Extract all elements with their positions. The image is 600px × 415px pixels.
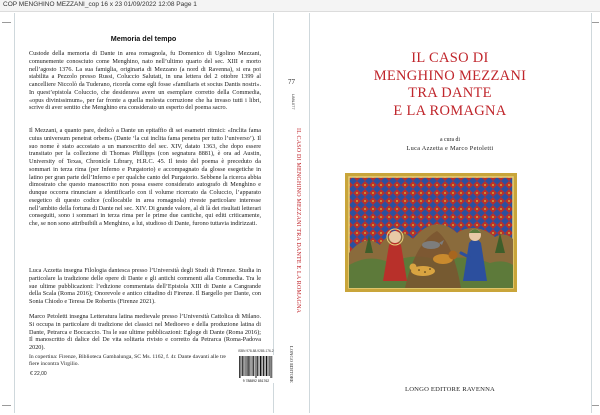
trim-line-right — [591, 13, 592, 413]
trim-line-left — [14, 13, 15, 413]
front-title-line-4: E LA ROMAGNA — [393, 102, 507, 119]
proof-header-text: COP MENGHINO MEZZANI_cop 16 x 23 01/09/2022 12:08 Page 1 — [3, 1, 197, 8]
back-series-title: Memoria del tempo — [110, 34, 177, 43]
front-title-line-1: IL CASO DI — [411, 50, 489, 66]
back-paragraph-1: Custode della memoria di Dante in area romagnola, fu Domenico di Ugolino Mezzani, comunemente conosciuto come Menghino, nato nell’ultimo quarto del sec. XIII e morto nell’agosto 1376. La sua famiglia, originaria di Mezzano (a nord di Ravenna), si era poi stabilita a Pezzolo presso Russi, Coluccio Salutati, in una lettera del 2 ottobre 1399 al cancelliere Niccolò da Tuderano, ricorda come egli fosse «familiaris et socius Dantis nostri». In quest’epistola Coluccio, che desiderava avere un esemplare corretto della Commedia, «opus divinissimum», per far fronte a quella molesta corruzione che ha invaso tutti i libri, scrive di aver sentito che Menghino era considerato un esperto del poema sacro. — [29, 50, 261, 112]
barcode-digits: 9 788892 851762 — [242, 379, 270, 383]
spine-series-number: 77 — [288, 78, 295, 86]
front-title-line-3: TRA DANTE — [408, 85, 492, 101]
front-title-line-2: MENGHINO MEZZANI — [373, 67, 527, 84]
isbn-text: ISBN 978-88-9285-176-2 — [238, 349, 274, 353]
crop-mark — [592, 22, 599, 23]
cover-image-note: In copertina: Firenze, Biblioteca Gambalunga, SC Ms. 1162, f. 4r. Dante davanti alle tre fiere incontra Virgilio. — [29, 354, 226, 368]
back-author-bio-azzetta: Luca Azzetta insegna Filologia dantesca presso l’Università degli Studi di Firenze. Studia in particolare la tradizione delle opere di Dante e gli antichi commenti alla Commedia. Tra le sue ultime pubblicazioni: l’edizione commentata dell’Epistola XIII di Dante a Cangrande della Scala (Roma 2016); Onorevole e antico cittadino di Firenze. Il Bargello per Dante, con Sonia Chiodo e Teresa De Robertis (Firenze 2021). — [29, 267, 261, 305]
front-edited-by-label: a cura di — [440, 137, 460, 143]
front-publisher: LONGO EDITORE RAVENNA — [404, 386, 496, 393]
spine-code: L88L077 — [291, 94, 296, 110]
crop-mark — [592, 405, 599, 406]
crop-mark — [2, 405, 11, 406]
back-paragraph-2: Il Mezzani, a quanto pare, dedicò a Dante un epitaffio di sei esametri ritmici: «Inclita fama cuius universum penetrat orbem» (Dante ‘la cui inclita fama penetra per tutto l’universo’). Il suo nome è stato accostato a un manoscritto del sec. XIV, datato 1363, che dopo essere transitato per la collezione di Thomas Phillipps (con segnatura 8881), è ora ad Austin, University of Texas, Chronicle Library, H.R.C. 45. Il testo del poema è preceduto da sommari in terza rima (per Inferno e Purgatorio) e accompagnato da glosse esegetiche in latino per gran parte dell’Inferno e per qualche canto del Purgatorio. Sebbene la ricerca abbia dimostrato che questo manoscritto non possa essere considerato autografo di Menghino e dunque occorra rinunciare a identificarlo con il volume ricercato da Coluccio, l’apparato esegetico di questo codice (collocabile in area romagnola) riveste particolare interesse nell’ambito della fortuna di Dante nel sec. XIV. Di grande valore, al di là dei risultati letterari conseguiti, sono i sommari in terza rima per le prime due cantiche, qui editi criticamente, che, se non sono attribuibili a Menghino, a lui, studioso di Dante, furono tuttavia indirizzati. — [29, 127, 261, 227]
spine-title: IL CASO DI MENGHINO MEZZANI TRA DANTE E LA ROMAGNA — [295, 128, 301, 314]
spine-publisher: LONGO EDITORE — [289, 346, 294, 383]
front-editors: Luca Azzetta e Marco Petoletti — [406, 145, 494, 152]
barcode-icon — [237, 355, 275, 383]
proof-header-bar — [0, 0, 600, 12]
front-title — [309, 50, 591, 120]
crop-mark — [2, 22, 11, 23]
price-label: € 22,00 — [30, 371, 47, 377]
fold-line-back — [273, 13, 274, 413]
cover-miniature-illustration — [345, 173, 517, 292]
back-author-bio-petoletti: Marco Petoletti insegna Letteratura latina medievale presso l’Università Cattolica di Milano. Si occupa in particolare di tradizione dei classici nel Medioevo e della produzione latina di Dante, Petrarca e Boccaccio. Tra le sue ultime pubblicazioni: Egloge di Dante (Roma 2016); Il manoscritto di dalice del De vita solitaria rivisto e corretto da Petrarca (Roma-Padova 2020). — [29, 313, 261, 351]
